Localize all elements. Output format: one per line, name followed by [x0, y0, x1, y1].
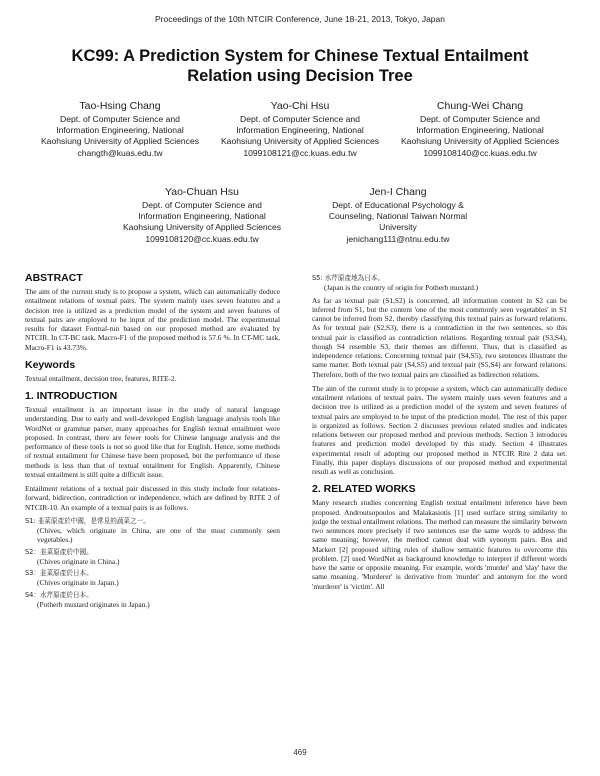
author-affiliation: Dept. of Computer Science and Information Engineering, National Kaohsiung University of Applied Sciences [122, 200, 282, 233]
author-affiliation: Dept. of Computer Science and Information Engineering, National Kaohsiung University of Applied Sciences [220, 114, 380, 147]
author-name: Yao-Chi Hsu [270, 100, 330, 112]
example-sentence [25, 569, 280, 588]
paper-title: KC99: A Prediction System for Chinese Textual Entailment Relation using Decision Tree [71, 47, 529, 85]
author-affiliation: Dept. of Computer Science and Information Engineering, National Kaohsiung University of Applied Sciences [400, 114, 560, 147]
abstract-text: The aim of the current study is to propose a system, which can automatically deduce entailment relations of textual pairs. The system mainly uses seven features and a decision tree is utilized as a prediction model of the system and seven features of textual pairs are employed to be input of the prediction model. The experimental results for dataset Formal-run based on our proposed method are evaluated by NTCIR. In CT-BC task, Macro-F1 of the proposed method is 57.6 %. In CT-MC task, Macro-F1 is 43.73%. [25, 287, 280, 352]
author-affiliation: Dept. of Educational Psychology & Counseling, National Taiwan Normal University [328, 200, 468, 233]
author-block [318, 186, 478, 245]
keywords-heading: Keywords [25, 358, 76, 371]
example-sentence [25, 548, 280, 567]
keywords-text: Textual entailment, decision tree, features, RITE-2. [25, 373, 177, 383]
example-chinese: S1: 韭菜原產於中國，是常見的蔬菜之一。 [25, 516, 150, 525]
author-email: 1099108140@cc.kuas.edu.tw [423, 147, 537, 158]
intro-paragraph-2: Entailment relations of a textual pair discussed in this study include four relations- forward, bidirection, contradiction or independence, which are defined by RITE 2 of NTCIR-10. An example of a textual pairs is as follows. [25, 484, 280, 512]
example-translation: (Chives, which originate in China, are one of the most commonly seen vegetables.) [37, 526, 280, 545]
author-email: changth@kuas.edu.tw [77, 147, 163, 158]
page-number: 469 [293, 748, 307, 757]
right-column [312, 274, 567, 596]
left-column [25, 272, 280, 612]
intro-paragraph-4: The aim of the current study is to propose a system, which can automatically deduce entailment relations of textual pairs. The system mainly uses seven features and a decision tree is utilized as a prediction model of the system and seven features of textual pairs are employed to be input of the prediction model. The rest of this paper is organized as follows. Section 2 discusses previous related studies and indicates relations between our proposed method and previous methods. Section 3 introduces features and prediction model developed by this study. Section 4 illustrates experimental result of adopting our proposed method in NTCIR Rite 2 data set. Finally, this paper displays discussions of our proposed method and experimental result as well as conclusion. [312, 383, 567, 476]
example-translation: (Chives originate in China.) [37, 556, 120, 566]
author-row-2 [40, 186, 560, 245]
example-sentence [25, 517, 280, 545]
example-translation: (Potherb mustard originates in Japan.) [37, 599, 150, 609]
author-email: 1099108121@cc.kuas.edu.tw [243, 147, 357, 158]
author-block [400, 100, 560, 159]
author-name: Yao-Chuan Hsu [165, 186, 239, 198]
example-translation: (Japan is the country of origin for Potherb mustard.) [324, 283, 479, 293]
author-email: jenichang111@ntnu.edu.tw [346, 233, 450, 244]
abstract-heading: ABSTRACT [25, 272, 83, 284]
related-paragraph-1: Many research studies concerning English textual entailment inference have been proposed. Androutsopoulos and Malakasiotis [1] used surface string similarity to judge the textual entailment relations. The method can measure the similarity between two sentences more precisely if two sentences use the same words to address the same meaning; however, the method cannot deal with synonym pairs. Bos and Markert [2] proposed sifting rules of shallow semantic features to overcome this problem. [2] used WordNet as background knowledge to interpret if different words have the same or opposite meaning. For example, words 'murder' and 'slay' have the same meaning. 'Murderer' is derivative from 'murder' and antonym for the word 'murderer' is 'victim'. All [312, 498, 567, 591]
author-affiliation: Dept. of Computer Science and Information Engineering, National Kaohsiung University of Applied Sciences [40, 114, 200, 147]
author-block [40, 100, 200, 159]
example-chinese: S3：韭菜原產於日本。 [25, 569, 93, 577]
example-chinese: S2：韭菜原產於中國。 [25, 547, 93, 556]
related-works-heading: 2. RELATED WORKS [312, 483, 416, 496]
running-header: Proceedings of the 10th NTCIR Conference, June 18-21, 2013, Tokyo, Japan [155, 14, 445, 24]
example-sentence [25, 591, 280, 610]
introduction-heading: 1. INTRODUCTION [25, 390, 118, 402]
author-email: 1099108120@cc.kuas.edu.tw [145, 233, 259, 244]
intro-paragraph-1: Textual entailment is an important issue in the study of natural language understanding. Due to early and well-developed English language analysis tools like WordNet or grammar parser, many approaches for English textual entailment were proposed. In contrast, there are fewer tools for Chinese language analysis and the performance of these tools is not so good like that for English. Hence, some methods of textual entailment for Chinese have been proposed, but the performance of those methods is less than that of textual entailment for English. Apparently, Chinese textual entailment is still quite a difficult issue. [25, 405, 280, 479]
example-chinese: S5: 水芹原產地為日本。 [312, 274, 385, 282]
author-block [220, 100, 380, 159]
author-name: Chung-Wei Chang [436, 100, 524, 112]
intro-paragraph-3: As far as textual pair (S1,S2) is concerned, all information content in S2 can be inferred from S1, but the content 'one of the most commonly seen vegetables' in S1 cannot be inferred from S2, thereby classifying this textual pairs as forward relations. As for textual pair (S2,S3), there is a contradiction in the two sentences, so this textual pair is classified as contradiction relations. Regarding textual pair (S3,S4), though S4 resemble S3, their themes are different. Thus, that is classified as independence relations. Concerning textual pair (S4,S5), two sentences illustrate the same matter. Both textual pair (S4,S5) and textual pair (S5,S4) are forward relations. Therefore, both of the two textual pairs are classified as bidirection relations. [312, 295, 567, 379]
author-name: Tao-Hsing Chang [79, 100, 161, 112]
example-sentence [312, 274, 567, 293]
example-chinese: S4：水芹原產於日本。 [25, 590, 93, 599]
example-translation: (Chives originate in Japan.) [37, 578, 119, 588]
author-block [122, 186, 282, 245]
author-row-1 [40, 100, 560, 159]
author-name: Jen-I Chang [369, 186, 427, 198]
